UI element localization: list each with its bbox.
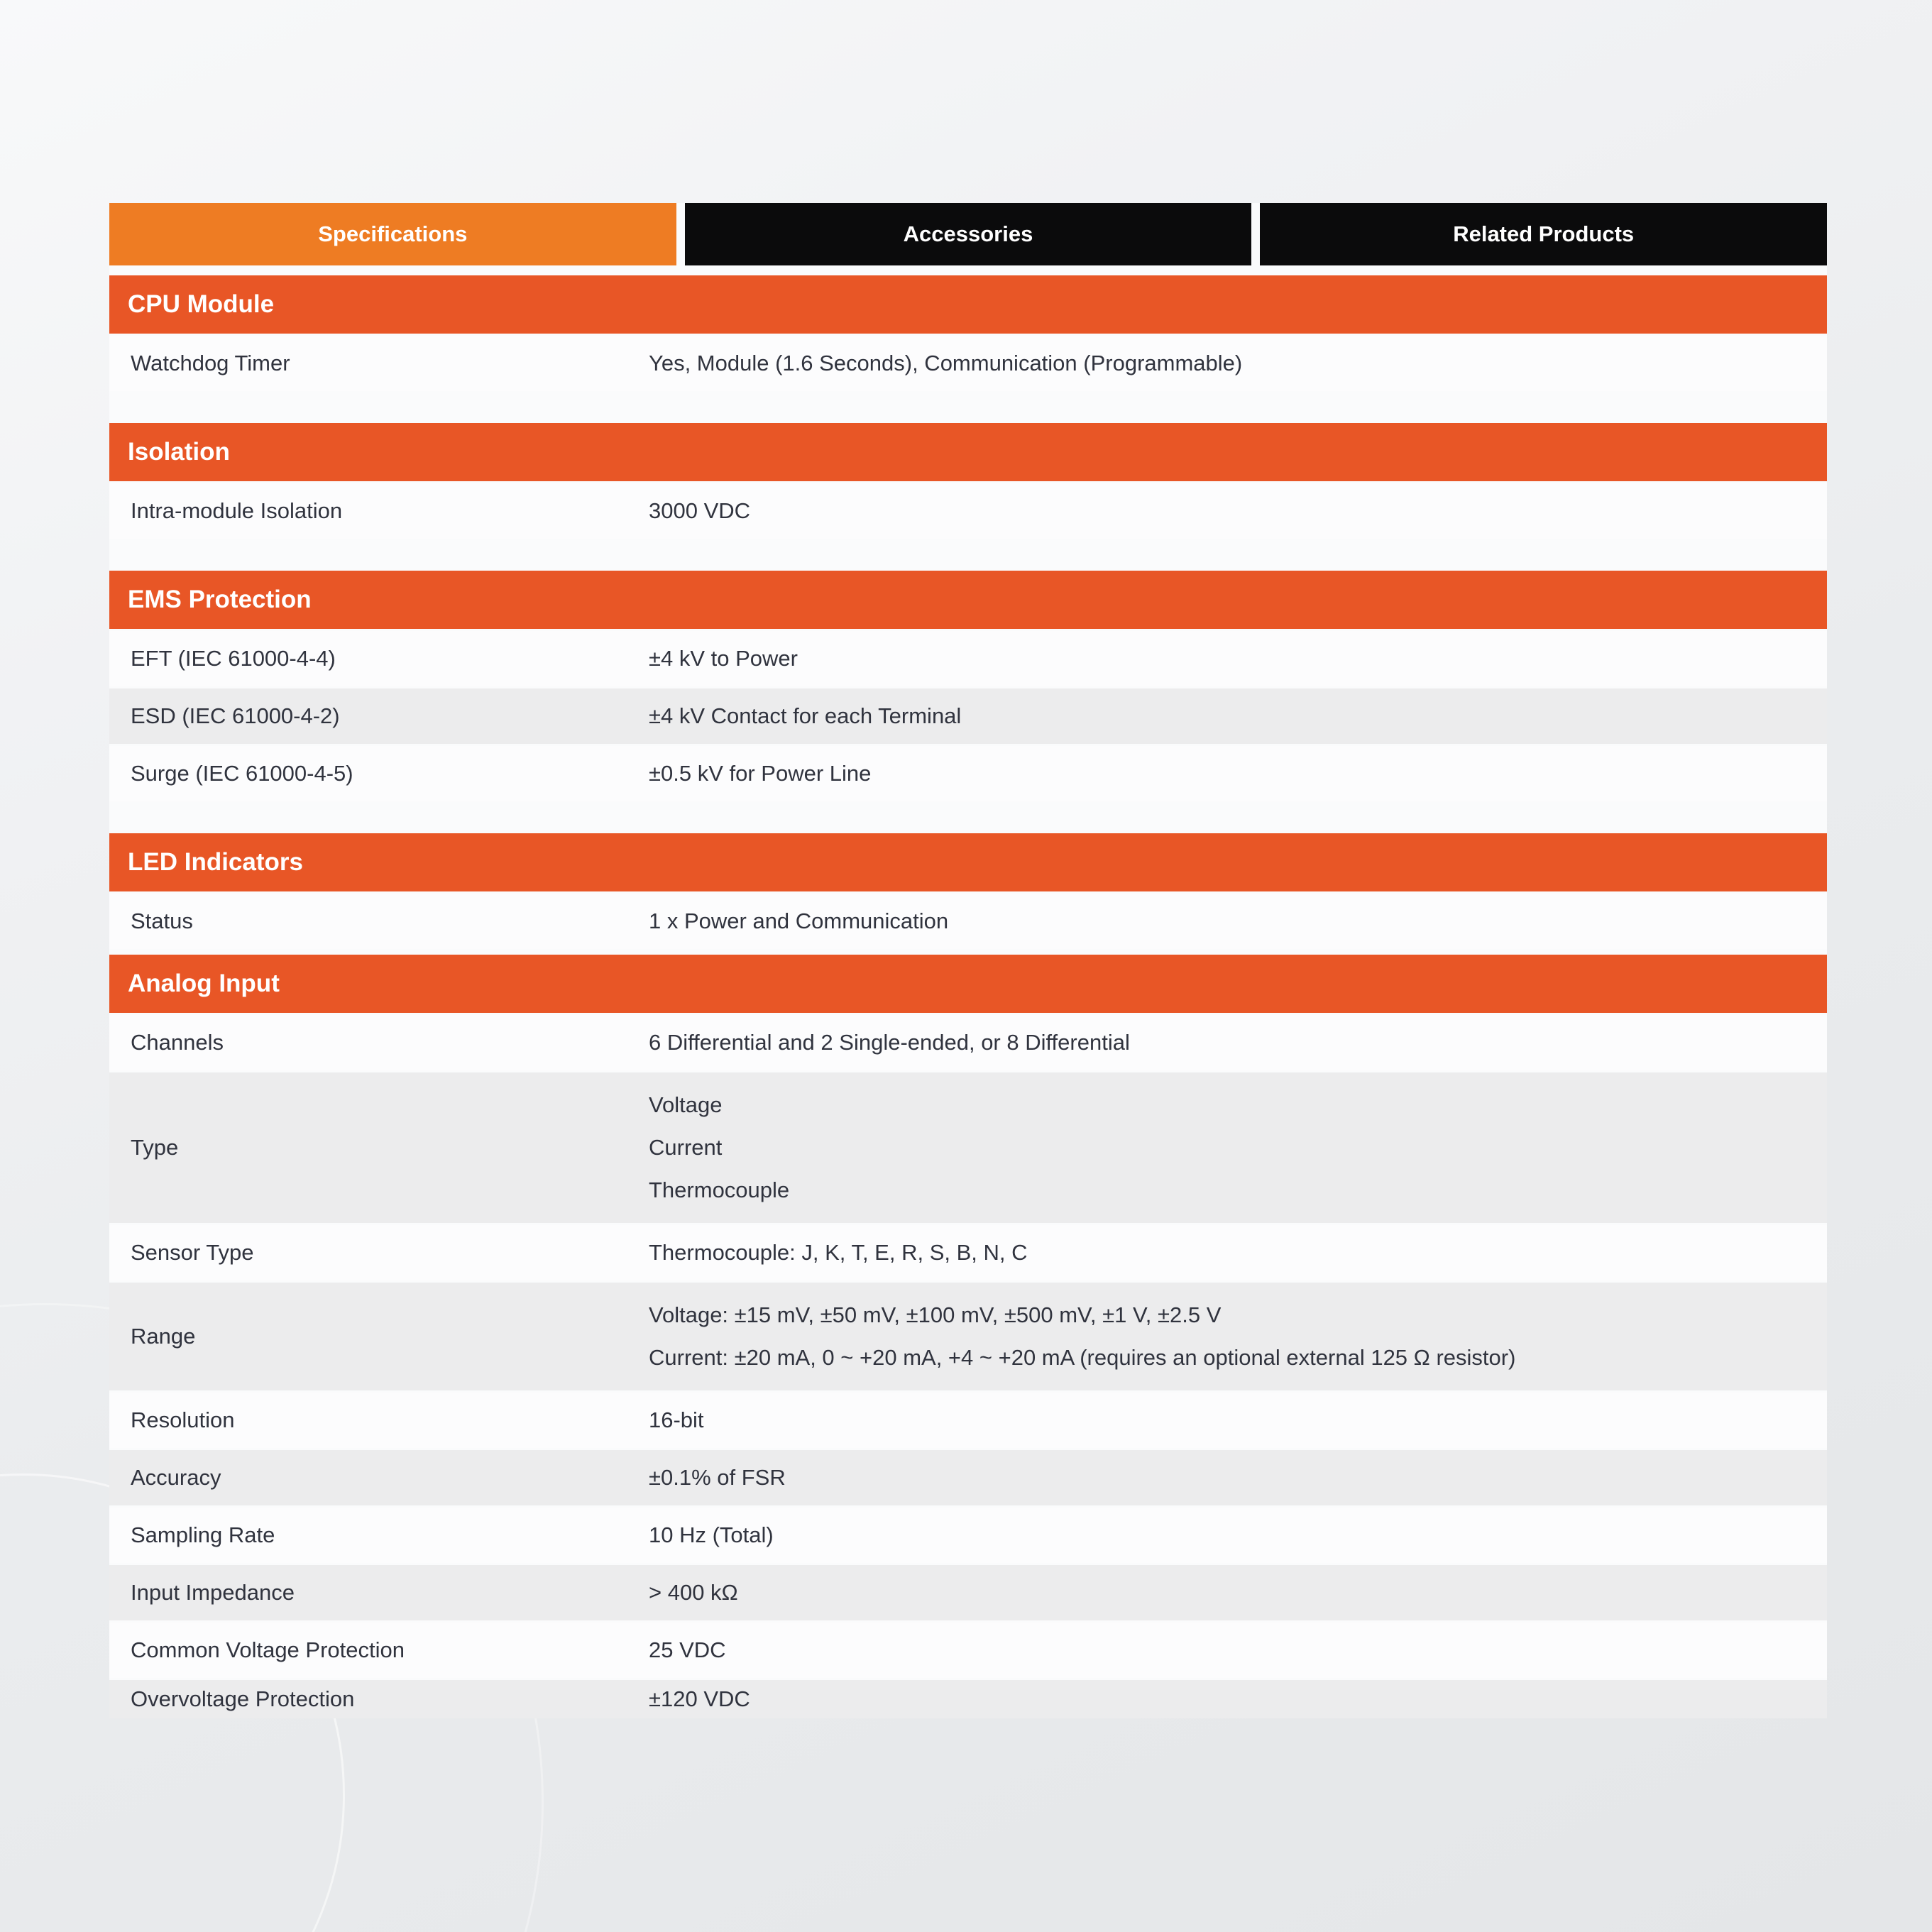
spec-label: Surge (IEC 61000-4-5) (131, 761, 353, 786)
spec-value (649, 1629, 1827, 1672)
spec-value-line: Current: ±20 mA, 0 ~ +20 mA, +4 ~ +20 mA (requires an optional external 125 Ω resistor) (649, 1345, 1516, 1370)
spec-value (649, 1399, 1827, 1442)
section-led-indicators (109, 833, 1827, 949)
spec-value-line: ±120 VDC (649, 1686, 750, 1711)
spec-value-line: Voltage: ±15 mV, ±50 mV, ±100 mV, ±500 mV, ±1 V, ±2.5 V (649, 1302, 1222, 1327)
spec-value-line: 16-bit (649, 1407, 704, 1432)
table-row (109, 1565, 1827, 1620)
spec-value-line: Thermocouple: J, K, T, E, R, S, B, N, C (649, 1240, 1028, 1265)
spec-value (649, 1456, 1827, 1499)
section-analog-input (109, 955, 1827, 1718)
spec-label: Resolution (131, 1407, 235, 1432)
spec-value-line: 1 x Power and Communication (649, 909, 949, 933)
spec-label: ESD (IEC 61000-4-2) (131, 703, 340, 728)
spec-value (649, 900, 1827, 943)
spec-value (649, 752, 1827, 795)
table-row (109, 1283, 1827, 1390)
table-row (109, 746, 1827, 801)
table-row (109, 336, 1827, 391)
tab-accessories[interactable]: Accessories (685, 203, 1252, 265)
table-row (109, 1623, 1827, 1678)
section-ems-protection (109, 571, 1827, 801)
spec-value-line: Voltage (649, 1092, 723, 1117)
table-row (109, 1225, 1827, 1280)
spec-value (649, 1514, 1827, 1557)
section-header-analog-input: Analog Input (109, 955, 1827, 1013)
table-row (109, 688, 1827, 744)
spec-value-line: ±4 kV Contact for each Terminal (649, 703, 962, 728)
spec-value-line: 25 VDC (649, 1637, 726, 1662)
spec-label: Sensor Type (131, 1240, 254, 1265)
spec-value (649, 1231, 1827, 1274)
spec-label: Sampling Rate (131, 1522, 275, 1547)
spec-value (649, 1021, 1827, 1064)
spec-value (649, 1294, 1827, 1379)
spec-label: Common Voltage Protection (131, 1637, 405, 1662)
spec-label: Watchdog Timer (131, 351, 290, 375)
spec-label: Input Impedance (131, 1580, 295, 1605)
spec-label: Status (131, 909, 193, 933)
table-row (109, 894, 1827, 949)
spec-value (649, 342, 1827, 385)
spec-label: Intra-module Isolation (131, 498, 343, 523)
spec-label: Type (131, 1135, 179, 1160)
tab-bar (109, 203, 1827, 265)
spec-value (649, 1680, 1827, 1718)
spec-value-line: ±0.1% of FSR (649, 1465, 786, 1490)
table-row (109, 1015, 1827, 1070)
spec-value (649, 637, 1827, 680)
spec-label: Accuracy (131, 1465, 221, 1490)
spec-value-line: ±4 kV to Power (649, 646, 798, 671)
table-row (109, 631, 1827, 686)
spec-value (649, 1571, 1827, 1614)
spec-value-line: > 400 kΩ (649, 1580, 738, 1605)
spec-value-line: 3000 VDC (649, 498, 751, 523)
table-row (109, 1508, 1827, 1563)
spec-value-line: Thermocouple (649, 1178, 790, 1202)
spec-value-line: Current (649, 1135, 723, 1160)
section-header-led-indicators: LED Indicators (109, 833, 1827, 891)
table-row (109, 1680, 1827, 1718)
spec-label: Overvoltage Protection (131, 1686, 355, 1711)
section-header-isolation: Isolation (109, 423, 1827, 481)
table-row (109, 1393, 1827, 1448)
spec-label: EFT (IEC 61000-4-4) (131, 646, 336, 671)
spec-value-line: 10 Hz (Total) (649, 1522, 774, 1547)
spec-value-line: Yes, Module (1.6 Seconds), Communication (Programmable) (649, 351, 1243, 375)
spec-value-line: 6 Differential and 2 Single-ended, or 8 Differential (649, 1030, 1130, 1055)
spec-value (649, 1084, 1827, 1212)
spec-value-line: ±0.5 kV for Power Line (649, 761, 872, 786)
spec-value (649, 490, 1827, 532)
section-isolation (109, 423, 1827, 539)
section-header-ems-protection: EMS Protection (109, 571, 1827, 629)
section-cpu-module (109, 275, 1827, 391)
spec-value (649, 695, 1827, 737)
section-header-cpu-module: CPU Module (109, 275, 1827, 334)
tab-related-products[interactable]: Related Products (1260, 203, 1827, 265)
spec-label: Range (131, 1324, 196, 1349)
spec-label: Channels (131, 1030, 224, 1055)
table-row (109, 483, 1827, 539)
table-row (109, 1072, 1827, 1223)
tab-specifications[interactable]: Specifications (109, 203, 676, 265)
table-row (109, 1450, 1827, 1505)
specifications-panel (109, 203, 1827, 1718)
